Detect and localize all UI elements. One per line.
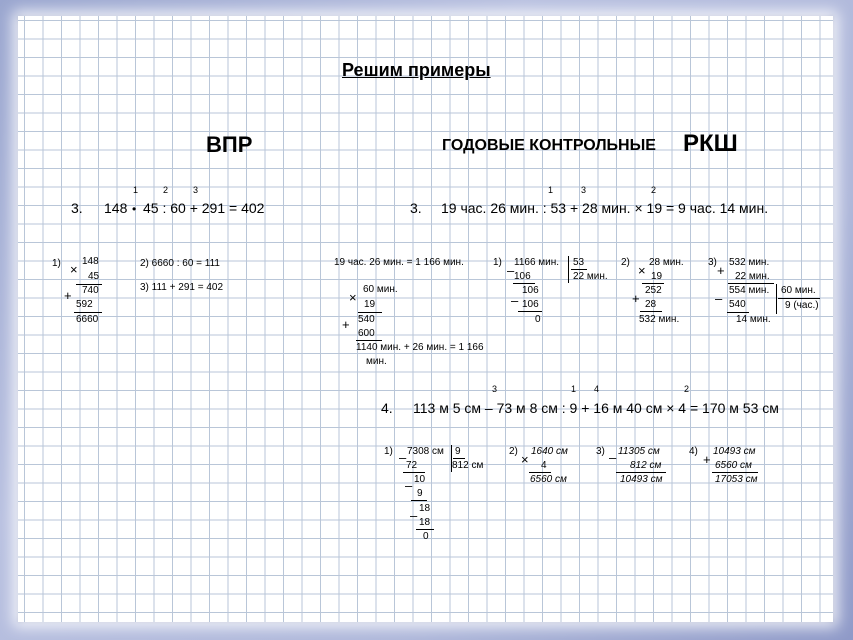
page-title: Решим примеры <box>342 60 491 80</box>
underline <box>778 298 820 299</box>
calc-line: 106 <box>522 299 539 310</box>
underline <box>616 472 666 473</box>
minus-sign: – <box>715 291 723 306</box>
underline <box>74 312 102 313</box>
calc-line: 252 <box>645 285 662 296</box>
plus-sign: + <box>703 452 711 467</box>
calc-line: 19 <box>651 271 663 282</box>
grid-paper-sheet <box>18 16 833 622</box>
task-number: 3. <box>71 200 83 216</box>
underline <box>453 458 465 459</box>
calc-line: 532 мин. <box>639 314 680 325</box>
times-sign: × <box>70 262 78 277</box>
step-2: 2) 6660 : 60 = 111 <box>140 258 220 269</box>
step-label: 4) <box>689 446 698 457</box>
order-mark: 1 <box>548 185 554 195</box>
calc-line: 6560 см <box>715 460 752 471</box>
heading-annual-tests: ГОДОВЫЕ КОНТРОЛЬНЫЕ <box>442 137 656 154</box>
division-bar <box>776 284 777 314</box>
calc-line: 22 мин. <box>735 271 770 282</box>
calc-line: 592 <box>76 299 93 310</box>
underline <box>712 472 758 473</box>
calc-line: 45 <box>88 271 100 282</box>
underline <box>358 312 382 313</box>
calc-line: 22 мин. <box>573 271 608 282</box>
calc-line: 60 мин. <box>781 285 816 296</box>
calc-line: 0 <box>423 531 429 542</box>
calc-line: 106 <box>522 285 539 296</box>
calc-line: 1640 см <box>531 446 568 457</box>
order-mark: 2 <box>684 384 690 394</box>
times-sign: × <box>638 263 646 278</box>
calc-line: 7308 см <box>407 446 444 457</box>
calc-line: 18 <box>419 517 431 528</box>
calc-line: 11305 см <box>618 446 660 457</box>
underline <box>356 340 382 341</box>
order-mark: 2 <box>651 185 657 195</box>
calc-line: 9 <box>455 446 461 457</box>
calc-line: 600 <box>358 328 375 339</box>
underline <box>728 283 774 284</box>
order-mark: 4 <box>594 384 600 394</box>
step-label: 2) <box>621 257 630 268</box>
calc-line: 60 мин. <box>363 284 398 295</box>
calc-line: 554 мин. <box>729 285 770 296</box>
calc-line: 6660 <box>76 314 99 325</box>
underline <box>727 312 749 313</box>
minus-sign: – <box>511 293 519 308</box>
calc-line: 9 (час.) <box>785 300 819 311</box>
multiply-dot: • <box>132 202 137 216</box>
rksh3-expression: 19 час. 26 мин. : 53 + 28 мин. × 19 = 9 час. 14 мин. <box>441 200 769 216</box>
heading-vpr: ВПР <box>206 132 253 157</box>
step-label: 3) <box>708 257 717 268</box>
calc-line: 4 <box>541 460 547 471</box>
minus-sign: – <box>410 508 418 523</box>
order-mark: 2 <box>163 185 169 195</box>
minus-sign: – <box>399 450 407 465</box>
times-sign: × <box>521 452 529 467</box>
calc-line: 19 <box>364 299 376 310</box>
calc-line: 10493 см <box>620 474 663 485</box>
calc-line: 1166 мин. <box>514 257 560 268</box>
calc-line: 540 <box>358 314 375 325</box>
calc-line: 106 <box>514 271 531 282</box>
division-bar <box>568 256 569 283</box>
plus-sign: + <box>64 288 72 303</box>
calc-line: 10 <box>414 474 426 485</box>
underline <box>529 472 551 473</box>
order-mark: 1 <box>133 185 139 195</box>
underline <box>571 269 587 270</box>
vpr-expression-b: 45 : 60 + 291 = 402 <box>143 200 265 216</box>
rksh4-expression: 113 м 5 см – 73 м 8 см : 9 + 16 м 40 см × 4 = 170 м 53 см <box>413 400 779 416</box>
calc-line: 9 <box>417 488 423 499</box>
step-label: 2) <box>509 446 518 457</box>
calc-line: 18 <box>419 503 431 514</box>
underline <box>513 283 535 284</box>
calc-line: 14 мин. <box>736 314 771 325</box>
heading-rksh: РКШ <box>683 130 738 157</box>
conversion-line: 19 час. 26 мин. = 1 166 мин. <box>334 257 464 268</box>
step-label: 3) <box>596 446 605 457</box>
calc-line: 740 <box>82 285 99 296</box>
plus-sign: + <box>717 263 725 278</box>
calc-line: 53 <box>573 257 585 268</box>
calc-line: 28 <box>645 299 657 310</box>
order-mark: 3 <box>581 185 587 195</box>
calc-line: 540 <box>729 299 746 310</box>
minus-sign: – <box>507 263 515 278</box>
calc-line: 812 см <box>630 460 662 471</box>
times-sign: × <box>349 290 357 305</box>
order-mark: 1 <box>571 384 577 394</box>
underline <box>640 311 662 312</box>
calc-line: 28 мин. <box>649 257 684 268</box>
step-label: 1) <box>493 257 502 268</box>
underline <box>642 283 664 284</box>
step-label: 1) <box>52 258 61 269</box>
step-3: 3) 111 + 291 = 402 <box>140 282 224 293</box>
minus-sign: – <box>609 450 617 465</box>
plus-sign: + <box>342 317 350 332</box>
order-mark: 3 <box>492 384 498 394</box>
calc-line: 812 см <box>452 460 484 471</box>
step-label: 1) <box>384 446 393 457</box>
plus-sign: + <box>632 291 640 306</box>
calc-line: 6560 см <box>530 474 567 485</box>
underline <box>518 311 542 312</box>
calc-line: 72 <box>406 460 418 471</box>
order-mark: 3 <box>193 185 199 195</box>
underline <box>411 500 427 501</box>
vpr-expression-a: 148 <box>104 200 128 216</box>
calc-line: 17053 см <box>715 474 758 485</box>
conversion-sum: 1140 мин. + 26 мин. = 1 166 <box>356 342 484 353</box>
calc-line: 0 <box>535 314 541 325</box>
minus-sign: – <box>405 478 413 493</box>
calc-line: 148 <box>82 256 99 267</box>
calc-line: 532 мин. <box>729 257 770 268</box>
conversion-sum-unit: мин. <box>366 356 387 367</box>
underline <box>416 529 434 530</box>
task-number: 4. <box>381 400 393 416</box>
calc-line: 10493 см <box>713 446 756 457</box>
task-number: 3. <box>410 200 422 216</box>
underline <box>403 472 425 473</box>
